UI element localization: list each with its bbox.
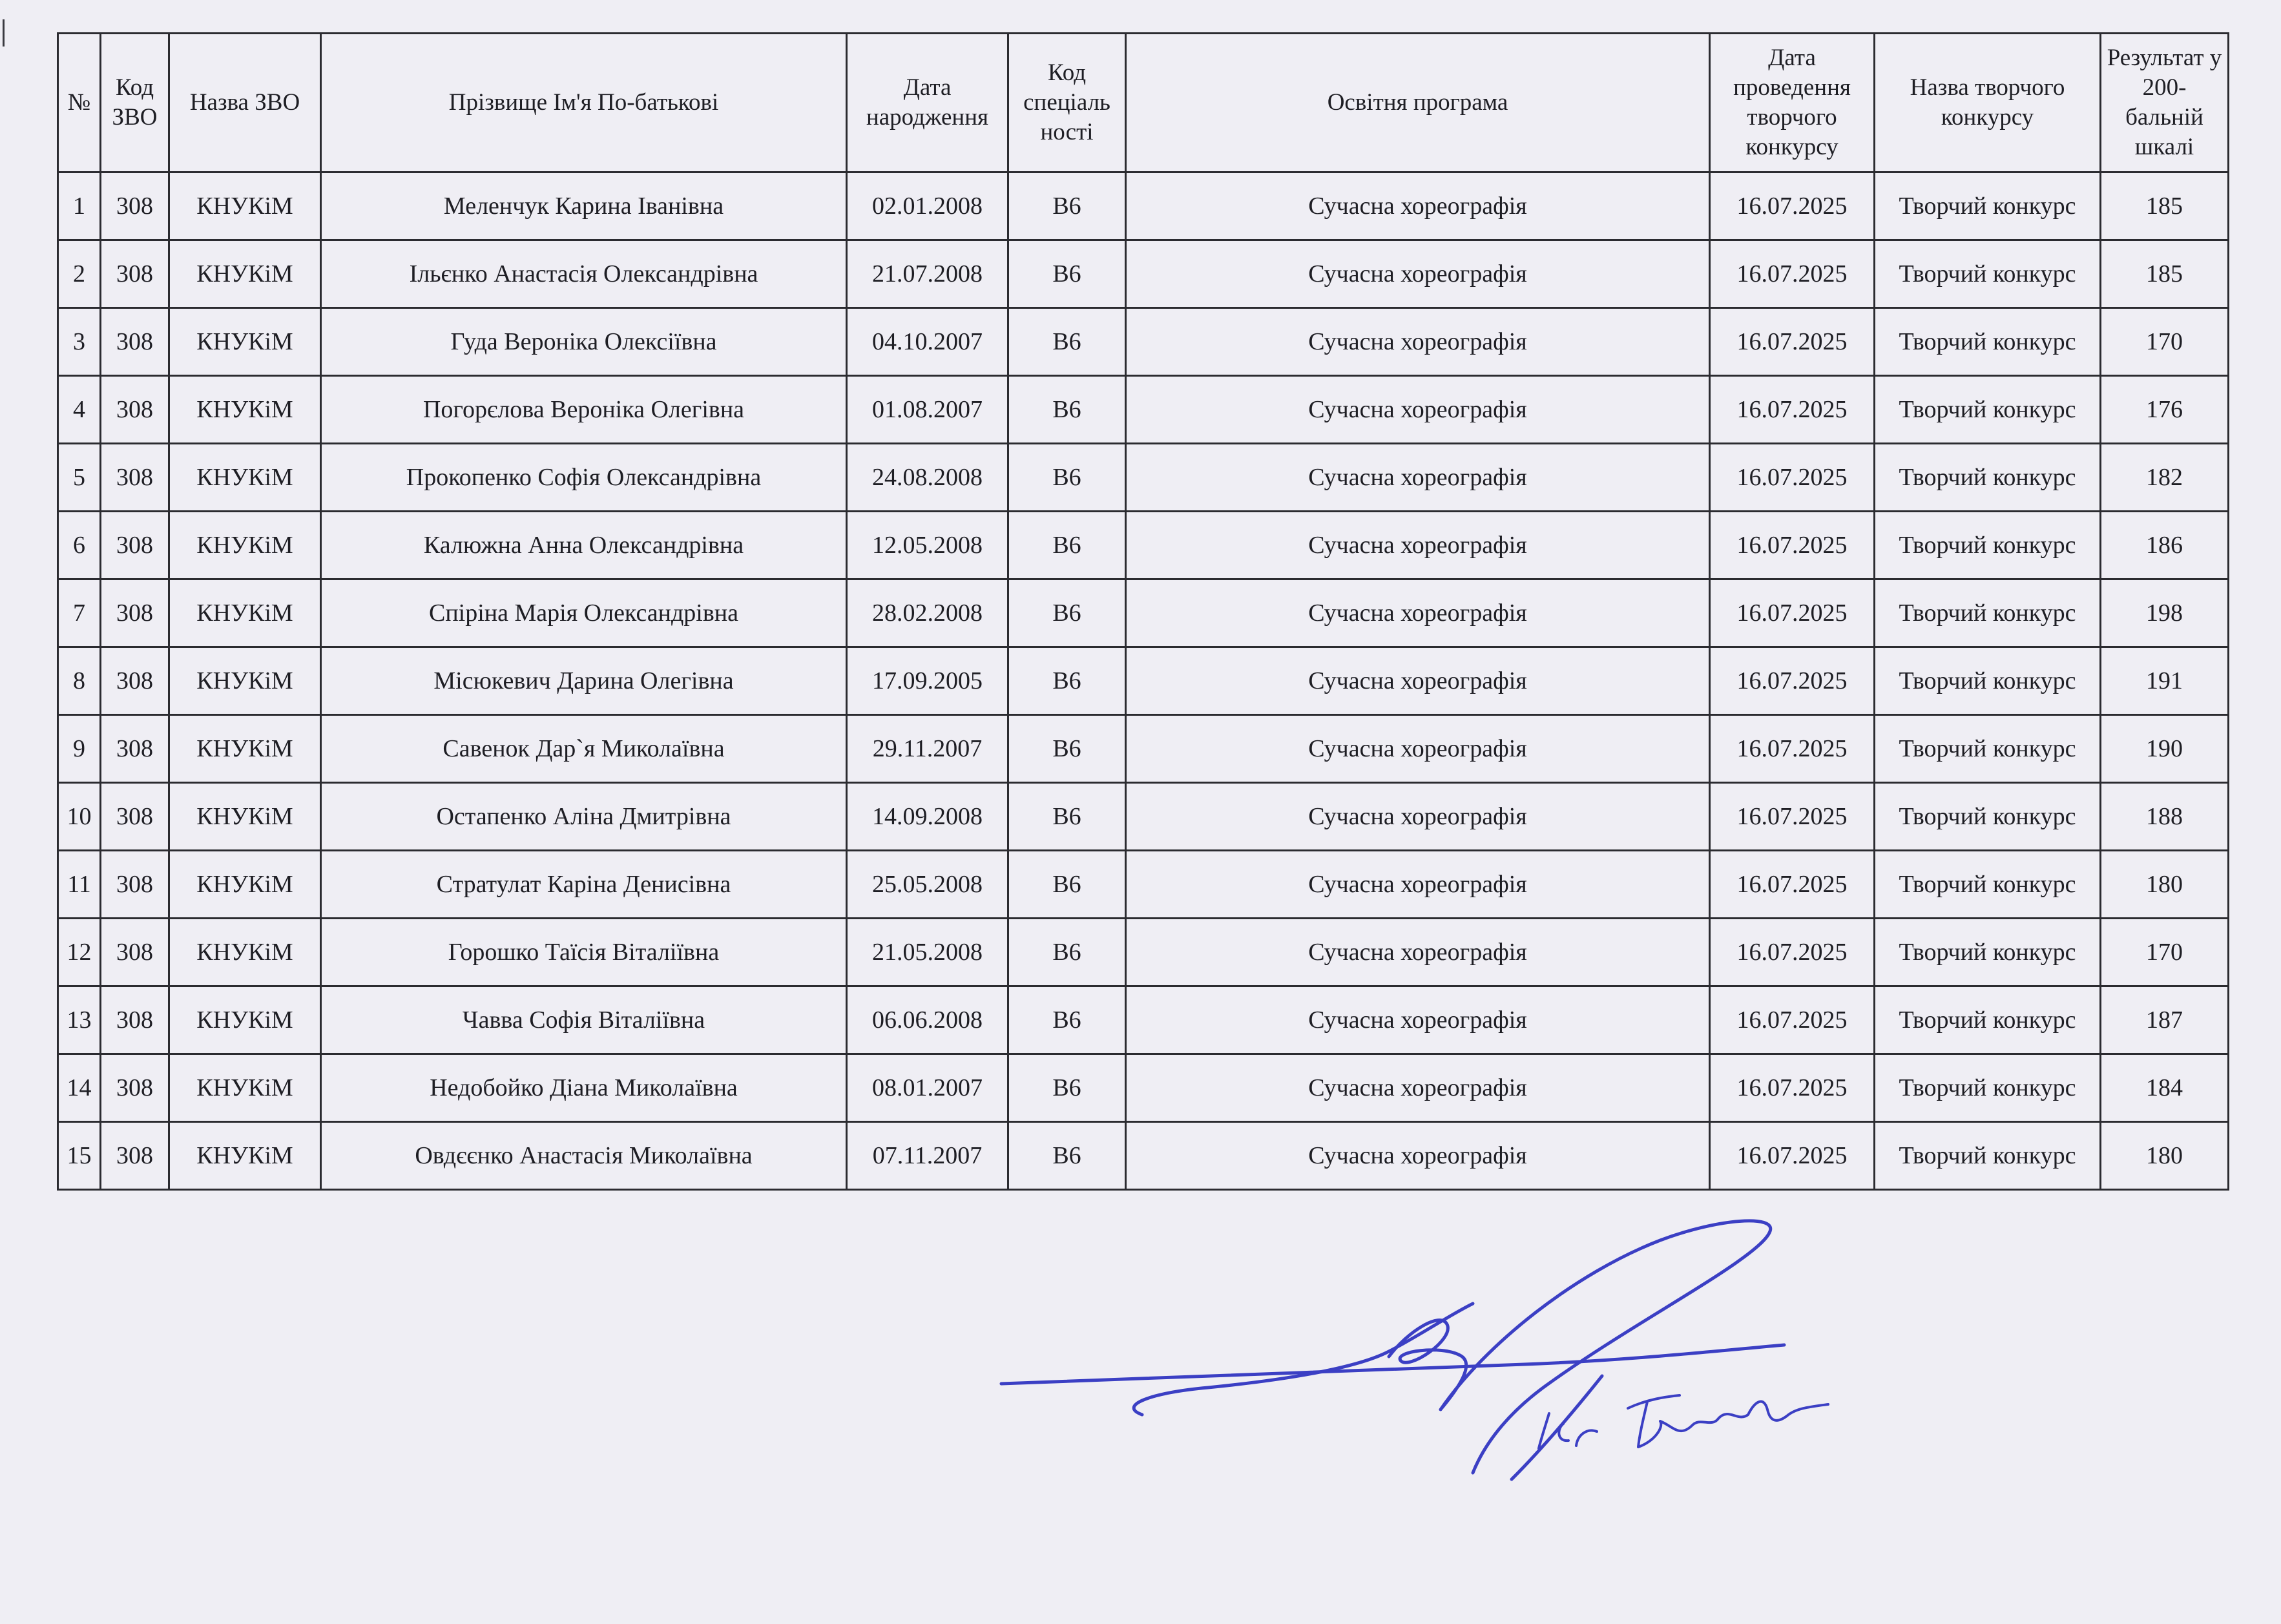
cell-date: 16.07.2025 xyxy=(1710,986,1875,1054)
cell-code: 308 xyxy=(101,444,169,512)
cell-contest: Творчий конкурс xyxy=(1875,444,2101,512)
cell-name: Остапенко Аліна Дмитрівна xyxy=(321,783,847,851)
cell-date: 16.07.2025 xyxy=(1710,308,1875,376)
results-table xyxy=(57,32,2229,1191)
table-row xyxy=(58,512,2229,579)
cell-code: 308 xyxy=(101,172,169,240)
cell-spec: В6 xyxy=(1008,579,1126,647)
cell-program: Сучасна хореографія xyxy=(1126,240,1710,308)
cell-name: Ільєнко Анастасія Олександрівна xyxy=(321,240,847,308)
cell-name: Спіріна Марія Олександрівна xyxy=(321,579,847,647)
cell-num: 5 xyxy=(58,444,101,512)
cell-code: 308 xyxy=(101,986,169,1054)
cell-name: Овдєєнко Анастасія Миколаївна xyxy=(321,1122,847,1190)
cell-num: 14 xyxy=(58,1054,101,1122)
cell-program: Сучасна хореографія xyxy=(1126,444,1710,512)
cell-code: 308 xyxy=(101,512,169,579)
cell-hei: КНУКіМ xyxy=(169,240,321,308)
cell-contest: Творчий конкурс xyxy=(1875,308,2101,376)
cell-name: Чавва Софія Віталіївна xyxy=(321,986,847,1054)
cell-result: 185 xyxy=(2101,172,2229,240)
table-row xyxy=(58,783,2229,851)
cell-code: 308 xyxy=(101,783,169,851)
cell-program: Сучасна хореографія xyxy=(1126,1122,1710,1190)
cell-contest: Творчий конкурс xyxy=(1875,851,2101,919)
header-program: Освітня програма xyxy=(1126,34,1710,172)
cell-result: 185 xyxy=(2101,240,2229,308)
cell-program: Сучасна хореографія xyxy=(1126,308,1710,376)
table-row xyxy=(58,376,2229,444)
cell-num: 3 xyxy=(58,308,101,376)
cell-birth: 21.05.2008 xyxy=(847,919,1008,986)
header-num: № xyxy=(58,34,101,172)
cell-date: 16.07.2025 xyxy=(1710,240,1875,308)
table-row xyxy=(58,172,2229,240)
cell-result: 180 xyxy=(2101,851,2229,919)
cell-date: 16.07.2025 xyxy=(1710,1122,1875,1190)
cell-date: 16.07.2025 xyxy=(1710,647,1875,715)
cell-code: 308 xyxy=(101,715,169,783)
cell-program: Сучасна хореографія xyxy=(1126,376,1710,444)
cell-result: 184 xyxy=(2101,1054,2229,1122)
cell-num: 1 xyxy=(58,172,101,240)
cell-program: Сучасна хореографія xyxy=(1126,647,1710,715)
cell-contest: Творчий конкурс xyxy=(1875,376,2101,444)
cell-spec: В6 xyxy=(1008,376,1126,444)
cell-spec: В6 xyxy=(1008,986,1126,1054)
cell-birth: 12.05.2008 xyxy=(847,512,1008,579)
table-row xyxy=(58,579,2229,647)
cell-code: 308 xyxy=(101,647,169,715)
table-row xyxy=(58,647,2229,715)
cell-num: 13 xyxy=(58,986,101,1054)
cell-birth: 14.09.2008 xyxy=(847,783,1008,851)
table-row xyxy=(58,308,2229,376)
cell-spec: В6 xyxy=(1008,240,1126,308)
cell-birth: 29.11.2007 xyxy=(847,715,1008,783)
cell-name: Гуда Вероніка Олексіївна xyxy=(321,308,847,376)
cell-name: Прокопенко Софія Олександрівна xyxy=(321,444,847,512)
header-code-hei: Код ЗВО xyxy=(101,34,169,172)
cell-code: 308 xyxy=(101,579,169,647)
cell-birth: 04.10.2007 xyxy=(847,308,1008,376)
cell-num: 10 xyxy=(58,783,101,851)
table-row xyxy=(58,240,2229,308)
header-full-name: Прізвище Ім'я По-батькові xyxy=(321,34,847,172)
cell-spec: В6 xyxy=(1008,783,1126,851)
cell-code: 308 xyxy=(101,308,169,376)
cell-num: 4 xyxy=(58,376,101,444)
cell-code: 308 xyxy=(101,919,169,986)
cell-birth: 01.08.2007 xyxy=(847,376,1008,444)
cell-date: 16.07.2025 xyxy=(1710,376,1875,444)
results-sheet xyxy=(57,32,2227,1191)
cell-hei: КНУКіМ xyxy=(169,1122,321,1190)
header-contest-name: Назва творчого конкурсу xyxy=(1875,34,2101,172)
cell-num: 2 xyxy=(58,240,101,308)
cell-num: 6 xyxy=(58,512,101,579)
cell-contest: Творчий конкурс xyxy=(1875,715,2101,783)
cell-date: 16.07.2025 xyxy=(1710,1054,1875,1122)
cell-program: Сучасна хореографія xyxy=(1126,172,1710,240)
cell-contest: Творчий конкурс xyxy=(1875,986,2101,1054)
cell-program: Сучасна хореографія xyxy=(1126,579,1710,647)
cell-program: Сучасна хореографія xyxy=(1126,851,1710,919)
cell-code: 308 xyxy=(101,376,169,444)
cell-hei: КНУКіМ xyxy=(169,579,321,647)
cell-code: 308 xyxy=(101,851,169,919)
cell-contest: Творчий конкурс xyxy=(1875,919,2101,986)
cell-hei: КНУКіМ xyxy=(169,986,321,1054)
cell-hei: КНУКіМ xyxy=(169,376,321,444)
cell-contest: Творчий конкурс xyxy=(1875,1122,2101,1190)
cell-result: 180 xyxy=(2101,1122,2229,1190)
cell-date: 16.07.2025 xyxy=(1710,172,1875,240)
cell-date: 16.07.2025 xyxy=(1710,444,1875,512)
table-row xyxy=(58,444,2229,512)
table-row xyxy=(58,1054,2229,1122)
table-row xyxy=(58,1122,2229,1190)
cell-name: Недобойко Діана Миколаївна xyxy=(321,1054,847,1122)
cell-hei: КНУКіМ xyxy=(169,512,321,579)
cell-result: 190 xyxy=(2101,715,2229,783)
cell-result: 170 xyxy=(2101,919,2229,986)
cell-contest: Творчий конкурс xyxy=(1875,240,2101,308)
signature-surname-script xyxy=(1628,1395,1828,1447)
cell-name: Калюжна Анна Олександрівна xyxy=(321,512,847,579)
cell-result: 191 xyxy=(2101,647,2229,715)
cell-date: 16.07.2025 xyxy=(1710,851,1875,919)
cell-num: 12 xyxy=(58,919,101,986)
cell-hei: КНУКіМ xyxy=(169,647,321,715)
table-header-row xyxy=(58,34,2229,172)
cell-date: 16.07.2025 xyxy=(1710,783,1875,851)
cell-hei: КНУКіМ xyxy=(169,715,321,783)
cell-hei: КНУКіМ xyxy=(169,444,321,512)
cell-hei: КНУКіМ xyxy=(169,1054,321,1122)
cell-spec: В6 xyxy=(1008,1054,1126,1122)
cell-code: 308 xyxy=(101,240,169,308)
signature-loop-stroke xyxy=(1134,1304,1473,1415)
cell-result: 182 xyxy=(2101,444,2229,512)
cell-spec: В6 xyxy=(1008,715,1126,783)
handwritten-signature xyxy=(995,1202,1860,1499)
cell-program: Сучасна хореографія xyxy=(1126,783,1710,851)
cell-hei: КНУКіМ xyxy=(169,308,321,376)
cell-result: 176 xyxy=(2101,376,2229,444)
signature-tail-stroke xyxy=(1512,1376,1602,1479)
header-hei-name: Назва ЗВО xyxy=(169,34,321,172)
cell-name: Меленчук Карина Іванівна xyxy=(321,172,847,240)
header-contest-date: Дата проведення творчого конкурсу xyxy=(1710,34,1875,172)
cell-result: 187 xyxy=(2101,986,2229,1054)
cell-program: Сучасна хореографія xyxy=(1126,1054,1710,1122)
header-result: Результат у 200-бальній шкалі xyxy=(2101,34,2229,172)
cell-hei: КНУКіМ xyxy=(169,172,321,240)
table-row xyxy=(58,986,2229,1054)
cell-birth: 24.08.2008 xyxy=(847,444,1008,512)
cell-code: 308 xyxy=(101,1054,169,1122)
cell-contest: Творчий конкурс xyxy=(1875,172,2101,240)
scan-edge-mark xyxy=(3,19,5,47)
cell-name: Погорєлова Вероніка Олегівна xyxy=(321,376,847,444)
cell-contest: Творчий конкурс xyxy=(1875,512,2101,579)
cell-result: 186 xyxy=(2101,512,2229,579)
cell-program: Сучасна хореографія xyxy=(1126,715,1710,783)
cell-result: 198 xyxy=(2101,579,2229,647)
cell-spec: В6 xyxy=(1008,444,1126,512)
cell-spec: В6 xyxy=(1008,308,1126,376)
cell-num: 7 xyxy=(58,579,101,647)
cell-birth: 21.07.2008 xyxy=(847,240,1008,308)
cell-name: Савенок Дар`я Миколаївна xyxy=(321,715,847,783)
table-row xyxy=(58,851,2229,919)
cell-date: 16.07.2025 xyxy=(1710,512,1875,579)
cell-hei: КНУКіМ xyxy=(169,919,321,986)
cell-num: 15 xyxy=(58,1122,101,1190)
cell-num: 9 xyxy=(58,715,101,783)
cell-code: 308 xyxy=(101,1122,169,1190)
cell-spec: В6 xyxy=(1008,172,1126,240)
cell-birth: 06.06.2008 xyxy=(847,986,1008,1054)
cell-birth: 07.11.2007 xyxy=(847,1122,1008,1190)
cell-contest: Творчий конкурс xyxy=(1875,647,2101,715)
cell-num: 11 xyxy=(58,851,101,919)
header-birth-date: Дата народження xyxy=(847,34,1008,172)
cell-name: Стратулат Каріна Денисівна xyxy=(321,851,847,919)
cell-birth: 02.01.2008 xyxy=(847,172,1008,240)
cell-contest: Творчий конкурс xyxy=(1875,579,2101,647)
cell-spec: В6 xyxy=(1008,1122,1126,1190)
cell-spec: В6 xyxy=(1008,851,1126,919)
cell-program: Сучасна хореографія xyxy=(1126,919,1710,986)
cell-name: Місюкевич Дарина Олегівна xyxy=(321,647,847,715)
cell-birth: 25.05.2008 xyxy=(847,851,1008,919)
cell-date: 16.07.2025 xyxy=(1710,715,1875,783)
cell-spec: В6 xyxy=(1008,919,1126,986)
cell-num: 8 xyxy=(58,647,101,715)
cell-spec: В6 xyxy=(1008,512,1126,579)
cell-program: Сучасна хореографія xyxy=(1126,512,1710,579)
cell-program: Сучасна хореографія xyxy=(1126,986,1710,1054)
table-row xyxy=(58,715,2229,783)
cell-contest: Творчий конкурс xyxy=(1875,783,2101,851)
cell-birth: 17.09.2005 xyxy=(847,647,1008,715)
header-specialty-code: Код спеціаль ності xyxy=(1008,34,1126,172)
cell-contest: Творчий конкурс xyxy=(1875,1054,2101,1122)
cell-result: 170 xyxy=(2101,308,2229,376)
cell-hei: КНУКіМ xyxy=(169,783,321,851)
cell-hei: КНУКіМ xyxy=(169,851,321,919)
table-row xyxy=(58,919,2229,986)
cell-name: Горошко Таїсія Віталіївна xyxy=(321,919,847,986)
cell-spec: В6 xyxy=(1008,647,1126,715)
cell-date: 16.07.2025 xyxy=(1710,919,1875,986)
cell-result: 188 xyxy=(2101,783,2229,851)
cell-birth: 28.02.2008 xyxy=(847,579,1008,647)
cell-birth: 08.01.2007 xyxy=(847,1054,1008,1122)
cell-date: 16.07.2025 xyxy=(1710,579,1875,647)
